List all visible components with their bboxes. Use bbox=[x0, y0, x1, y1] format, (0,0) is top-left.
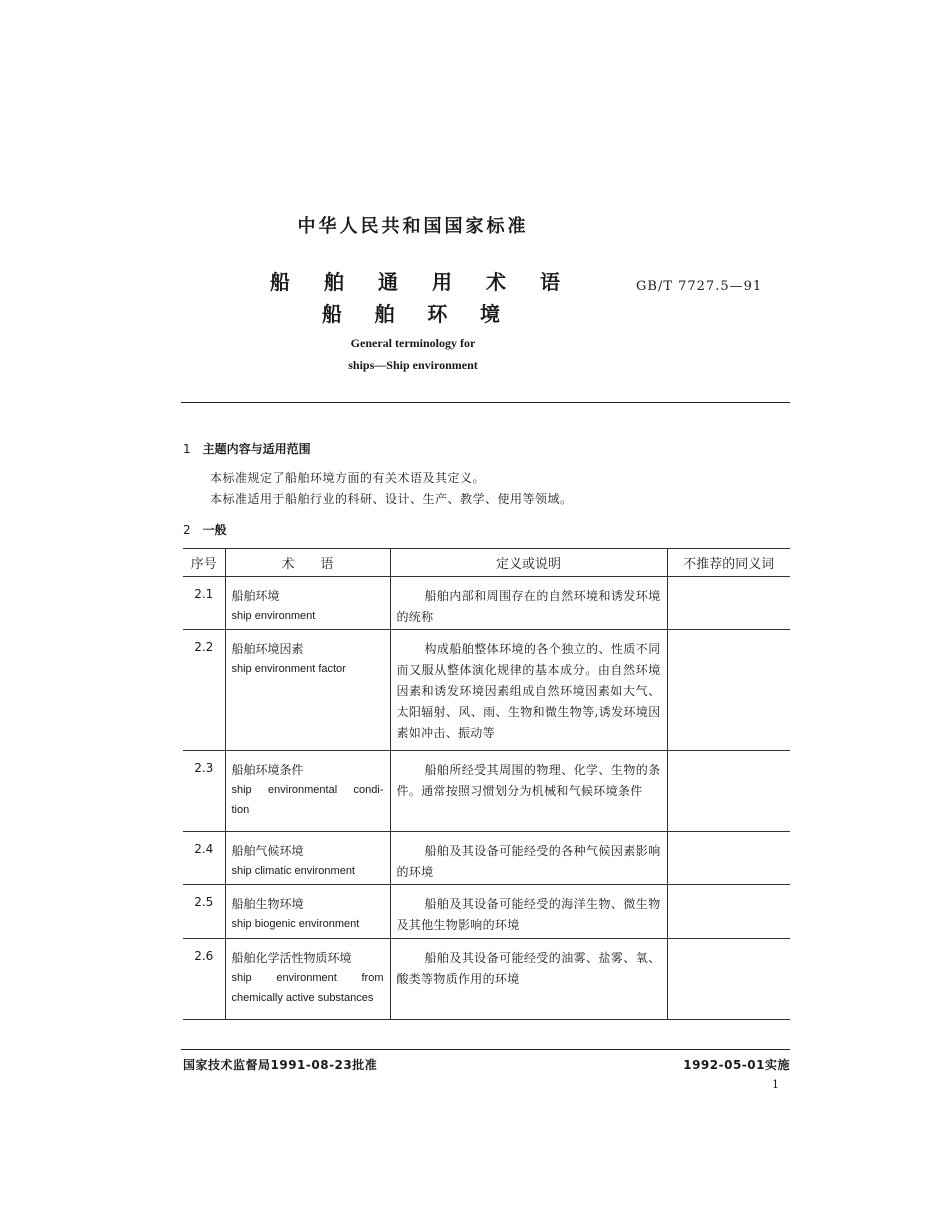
row-number: 2.4 bbox=[183, 832, 225, 885]
synonym-cell bbox=[667, 630, 790, 751]
header-divider bbox=[181, 402, 790, 403]
title-en-line1: General terminology for bbox=[350, 336, 476, 350]
definition-cell: 船舶所经受其周围的物理、化学、生物的条件。通常按照习惯划分为机械和气候环境条件 bbox=[390, 751, 667, 832]
definition-cell: 船舶及其设备可能经受的油雾、盐雾、氧、酸类等物质作用的环境 bbox=[390, 939, 667, 1020]
term-cell bbox=[225, 832, 390, 885]
synonym-cell bbox=[667, 939, 790, 1020]
table-row bbox=[183, 939, 790, 1020]
row-number: 2.5 bbox=[183, 885, 225, 939]
term-en: ship environment bbox=[231, 610, 316, 622]
term-zh: 船舶环境因素 bbox=[231, 642, 304, 656]
term-zh: 船舶化学活性物质环境 bbox=[231, 951, 352, 965]
row-number: 2.3 bbox=[183, 751, 225, 832]
row-number: 2.1 bbox=[183, 577, 225, 630]
section-number: 2 bbox=[183, 523, 191, 537]
section-title: 主题内容与适用范围 bbox=[202, 442, 311, 456]
section-2-heading bbox=[183, 521, 227, 538]
synonym-cell bbox=[667, 885, 790, 939]
term-cell bbox=[225, 939, 390, 1020]
synonym-cell bbox=[667, 577, 790, 630]
column-header-definition: 定义或说明 bbox=[390, 549, 667, 577]
term-cell bbox=[225, 630, 390, 751]
term-zh: 船舶生物环境 bbox=[231, 897, 304, 911]
term-zh: 船舶环境 bbox=[231, 589, 280, 603]
term-en: ship environment factor bbox=[231, 663, 346, 675]
column-header-number: 序号 bbox=[183, 549, 225, 577]
table-row bbox=[183, 630, 790, 751]
table-row bbox=[183, 751, 790, 832]
term-cell bbox=[225, 885, 390, 939]
title-char: 通 bbox=[378, 270, 398, 294]
term-cell bbox=[225, 751, 390, 832]
term-en: ship biogenic environment bbox=[231, 918, 360, 930]
definition-cell: 船舶及其设备可能经受的海洋生物、微生物及其他生物影响的环境 bbox=[390, 885, 667, 939]
title-char: 船 bbox=[270, 270, 290, 294]
definition-cell: 船舶内部和周围存在的自然环境和诱发环境的统称 bbox=[390, 577, 667, 630]
row-number: 2.6 bbox=[183, 939, 225, 1020]
term-zh: 船舶气候环境 bbox=[231, 844, 304, 858]
definition-cell: 构成船舶整体环境的各个独立的、性质不同而又服从整体演化规律的基本成分。由自然环境因素和诱发环境因素组成自然环境因素如大气、太阳辐射、风、雨、生物和微生物等,诱发环境因素如冲击、振动等 bbox=[390, 630, 667, 751]
column-header-synonym: 不推荐的同义词 bbox=[667, 549, 790, 577]
title-char: 环 bbox=[427, 302, 448, 326]
title-char: 舶 bbox=[374, 302, 395, 326]
definition-cell: 船舶及其设备可能经受的各种气候因素影响的环境 bbox=[390, 832, 667, 885]
table-row bbox=[183, 577, 790, 630]
footer-divider bbox=[181, 1049, 790, 1050]
implementation-date: 1992-05-01实施 bbox=[683, 1058, 790, 1072]
title-char: 语 bbox=[540, 270, 560, 294]
section-title: 一般 bbox=[202, 523, 227, 537]
standard-code: GB/T 7727.5—91 bbox=[636, 279, 763, 294]
term-en: ship environment from bbox=[231, 972, 384, 984]
table-row bbox=[183, 832, 790, 885]
section-1-paragraph: 本标准适用于船舶行业的科研、设计、生产、教学、使用等领域。 bbox=[210, 492, 573, 506]
term-zh: 船舶环境条件 bbox=[231, 763, 304, 777]
national-standard-heading: 中华人民共和国国家标准 bbox=[297, 216, 529, 237]
title-en-line2: ships—Ship environment bbox=[348, 358, 478, 372]
title-char: 境 bbox=[479, 302, 500, 326]
section-1-heading bbox=[183, 440, 311, 457]
terms-table bbox=[183, 548, 790, 1020]
page-number: 1 bbox=[772, 1078, 779, 1091]
title-zh-line2 bbox=[322, 298, 500, 327]
term-en: tion bbox=[231, 804, 250, 816]
title-zh-line1 bbox=[270, 266, 560, 295]
row-number: 2.2 bbox=[183, 630, 225, 751]
title-char: 用 bbox=[432, 270, 452, 294]
term-en: ship climatic environment bbox=[231, 865, 355, 877]
term-cell bbox=[225, 577, 390, 630]
table-row bbox=[183, 885, 790, 939]
synonym-cell bbox=[667, 751, 790, 832]
term-en: ship environmental condi- bbox=[231, 784, 384, 796]
section-number: 1 bbox=[183, 442, 191, 456]
approval-note: 国家技术监督局1991-08-23批准 bbox=[183, 1058, 378, 1072]
synonym-cell bbox=[667, 832, 790, 885]
title-char: 舶 bbox=[324, 270, 344, 294]
table-header-row bbox=[183, 549, 790, 577]
title-char: 术 bbox=[486, 270, 506, 294]
section-1-paragraph: 本标准规定了船舶环境方面的有关术语及其定义。 bbox=[210, 471, 486, 485]
title-char: 船 bbox=[322, 302, 342, 326]
column-header-term: 术 语 bbox=[225, 549, 390, 577]
term-en: chemically active substances bbox=[231, 992, 374, 1004]
